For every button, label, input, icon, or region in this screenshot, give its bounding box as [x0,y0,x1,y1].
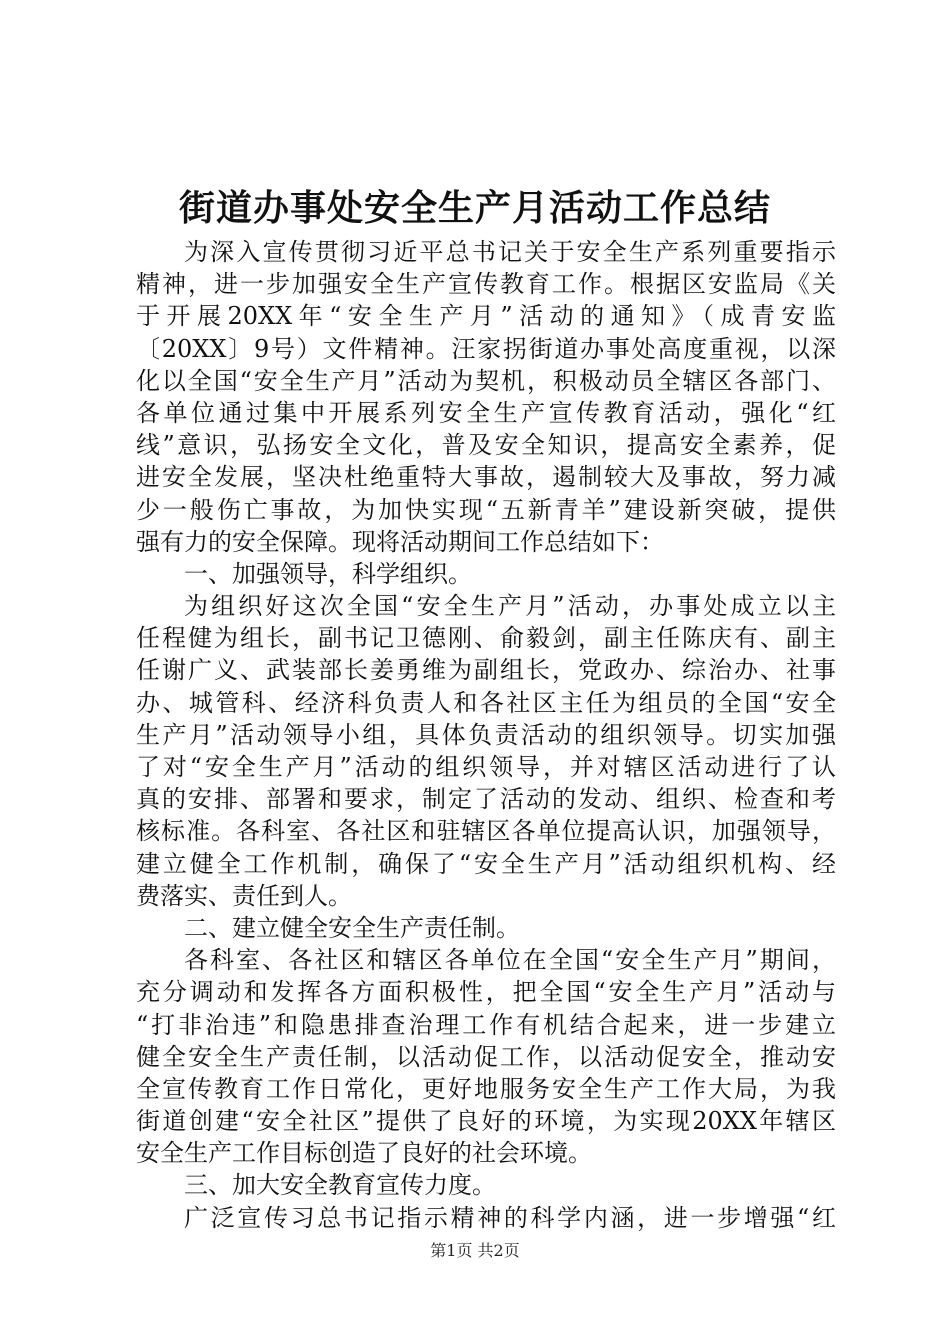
text-line: 充分调动和发挥各方面积极性，把全国“安全生产月”活动与 [136,978,836,1007]
document-body [136,236,836,1234]
text-line: 建立健全工作机制，确保了“安全生产月”活动组织机构、经 [136,849,836,878]
document-title: 街道办事处安全生产月活动工作总结 [178,187,771,229]
text-line: 为深入宣传贯彻习近平总书记关于安全生产系列重要指示 [184,238,836,266]
text-line: 全宣传教育工作日常化，更好地服务安全生产工作大局，为我 [136,1074,836,1103]
text-line: 费落实、责任到人。 [136,881,352,910]
text-line: 线”意识，弘扬安全文化，普及安全知识，提高安全素养，促 [136,431,836,460]
text-line: 办、城管科、经济科负责人和各社区主任为组员的全国“安全 [136,688,836,717]
text-line: 安全生产工作目标创造了良好的社会环境。 [136,1139,592,1168]
page-footer: 第1页 共2页 [430,1241,520,1260]
text-line: 强有力的安全保障。现将活动期间工作总结如下： [136,527,664,556]
text-line: 了对“安全生产月”活动的组织领导，并对辖区活动进行了认 [136,753,836,781]
section-heading: 三、加大安全教育宣传力度。 [184,1171,496,1200]
text-line: 任程健为组长，副书记卫德刚、俞毅剑，副主任陈庆有、副主 [136,624,836,653]
text-line: 进安全发展，坚决杜绝重特大事故，遏制较大及事故，努力减 [136,463,836,492]
text-line: 健全安全生产责任制，以活动促工作，以活动促安全，推动安 [136,1042,836,1071]
section-heading: 一、加强领导，科学组织。 [184,559,472,588]
text-line: 于开展20XX年“安全生产月”活动的通知》（成青安监 [136,302,836,331]
text-line: 各单位通过集中开展系列安全生产宣传教育活动，强化“红 [136,398,836,427]
text-line: 街道创建“安全社区”提供了良好的环境，为实现20XX年辖区 [136,1107,836,1136]
text-line: 生产月”活动领导小组，具体负责活动的组织领导。切实加强 [136,720,836,749]
text-line: 精神，进一步加强安全生产宣传教育工作。根据区安监局《关 [136,270,836,299]
text-line: 核标准。各科室、各社区和驻辖区各单位提高认识，加强领导， [136,817,836,846]
text-line: 各科室、各社区和辖区各单位在全国“安全生产月”期间， [184,946,836,975]
text-line: 为组织好这次全国“安全生产月”活动，办事处成立以主 [184,592,836,621]
text-line: 任谢广义、武装部长姜勇维为副组长，党政办、综治办、社事 [136,656,836,685]
text-line: 少一般伤亡事故，为加快实现“五新青羊”建设新突破，提供 [136,495,836,524]
section-heading: 二、建立健全安全生产责任制。 [184,913,520,942]
text-line: “打非治违”和隐患排查治理工作有机结合起来，进一步建立 [136,1010,836,1039]
text-line: 〔20XX〕9号）文件精神。汪家拐街道办事处高度重视，以深 [136,334,836,363]
text-line: 化以全国“安全生产月”活动为契机，积极动员全辖区各部门、 [136,366,836,395]
text-line: 真的安排、部署和要求，制定了活动的发动、组织、检查和考 [136,785,836,814]
text-line: 广泛宣传习总书记指示精神的科学内涵，进一步增强“红 [184,1203,836,1232]
